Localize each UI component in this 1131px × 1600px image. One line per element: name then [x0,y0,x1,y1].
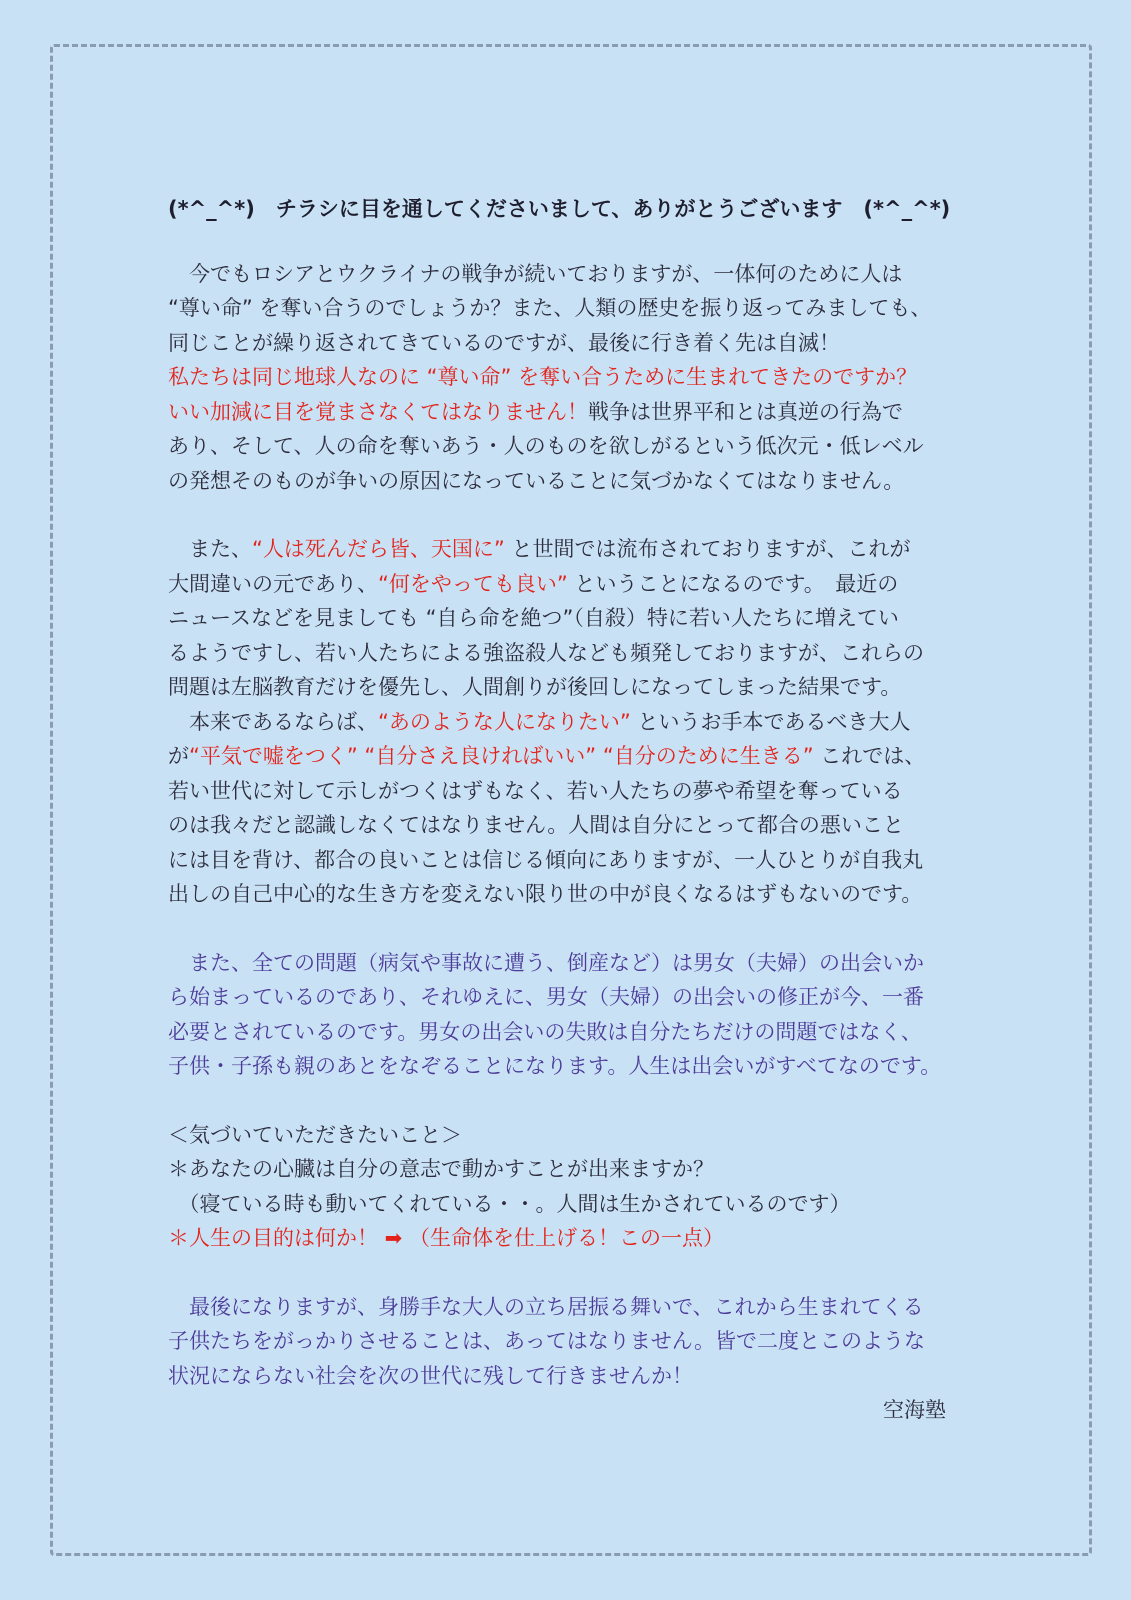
text-line: ら始まっているのであり、それゆえに、男女（夫婦）の出会いの修正が今、一番 [168,985,924,1009]
text-line: 今でもロシアとウクライナの戦争が続いておりますが、一体何のために人は [168,261,903,286]
emphasis-text: いい加減に目を覚まさなくてはなりません！ [168,399,588,424]
emphasis-line: 私たちは同じ地球人なのに “尊い命” を奪い合うために生まれてきたのですか？ [168,365,918,389]
text-line: 同じことが繰り返されてきているのですが、最後に行き着く先は自滅！ [168,330,840,355]
text-span: ということになるのです。 最近の [567,571,899,596]
paragraph-war [168,257,988,499]
text-span: が [168,744,189,768]
text-span: 大間違いの元であり、 [168,571,378,596]
text-line: 出しの自己中心的な生き方を変えない限り世の中が良くなるはずもないのです。 [168,882,923,906]
greeting-heading: (*^_^*) チラシに目を通してくださいまして、ありがとうございます (*^_^*) [168,197,951,221]
text-line: るようですし、若い人たちによる強盗殺人なども頻発しておりますが、これらの [168,640,924,665]
signature: 空海塾 [883,1398,946,1422]
paragraph-encounter [168,946,988,1084]
text-span: また、 [168,537,252,561]
text-line: 子供たちをがっかりさせることは、あってはなりません。皆で二度とこのような [168,1329,926,1353]
emphasis-text: “あのような人になりたい” [378,709,631,734]
text-line: の発想そのものが争いの原因になっていることに気づかなくてはなりません。 [168,468,905,493]
text-span: 戦争は世界平和とは真逆の行為で [588,399,903,424]
emphasis-text: “平気で嘘をつく” “自分さえ良ければいい” “自分のために生きる” [189,744,814,768]
text-line: 最後になりますが、身勝手な大人の立ち居振る舞いで、これから生まれてくる [168,1294,924,1319]
text-span: これでは、 [813,744,926,768]
text-line: ニュースなどを見ましても “自ら命を絶つ”（自殺）特に若い人たちに増えてい [168,606,899,630]
emphasis-text: “何をやっても良い” [378,571,568,596]
emphasis-text: “人は死んだら皆、天国に” [252,537,505,561]
notice-item-note: （寝ている時も動いてくれている・・。人間は生かされているのです） [168,1191,851,1216]
text-line: 状況にならない社会を次の世代に残して行きませんか！ [168,1363,693,1388]
notice-item: ＊あなたの心臓は自分の意志で動かすことが出来ますか？ [168,1157,714,1181]
paragraph-closing [168,1290,988,1394]
text-line: あり、そして、人の命を奪いあう・人のものを欲しがるという低次元・低レベル [168,434,924,458]
notice-item-emphasis: ＊人生の目的は何か！ ➡ （生命体を仕上げる！この一点） [168,1226,724,1250]
text-span: と世間では流布されておりますが、これが [504,537,911,561]
text-line: には目を背け、都合の良いことは信じる傾向にありますが、一人ひとりが自我丸 [168,847,924,872]
text-line: 若い世代に対して示しがつくはずもなく、若い人たちの夢や希望を奪っている [168,778,903,803]
notice-section [168,1118,988,1256]
text-line: また、全ての問題（病気や事故に遭う、倒産など）は男女（夫婦）の出会いか [168,950,924,975]
text-line: 必要とされているのです。男女の出会いの失敗は自分たちだけの問題ではなく、 [168,1019,922,1044]
paragraph-society [168,532,988,912]
text-line: 子供・子孫も親のあとをなぞることになります。人生は出会いがすべてなのです。 [168,1054,942,1078]
text-line: “尊い命” を奪い合うのでしょうか？また、人類の歴史を振り返ってみましても、 [168,296,932,320]
text-span: というお手本であるべき大人 [630,709,911,734]
text-line: 問題は左脳教育だけを優先し、人間創りが後回しになってしまった結果です。 [168,675,902,699]
notice-title: ＜気づいていただきたいこと＞ [168,1122,462,1147]
text-line: のは我々だと認識しなくてはなりません。人間は自分にとって都合の悪いこと [168,813,904,837]
flyer-content [168,192,988,1428]
text-span: 本来であるならば、 [168,709,378,734]
